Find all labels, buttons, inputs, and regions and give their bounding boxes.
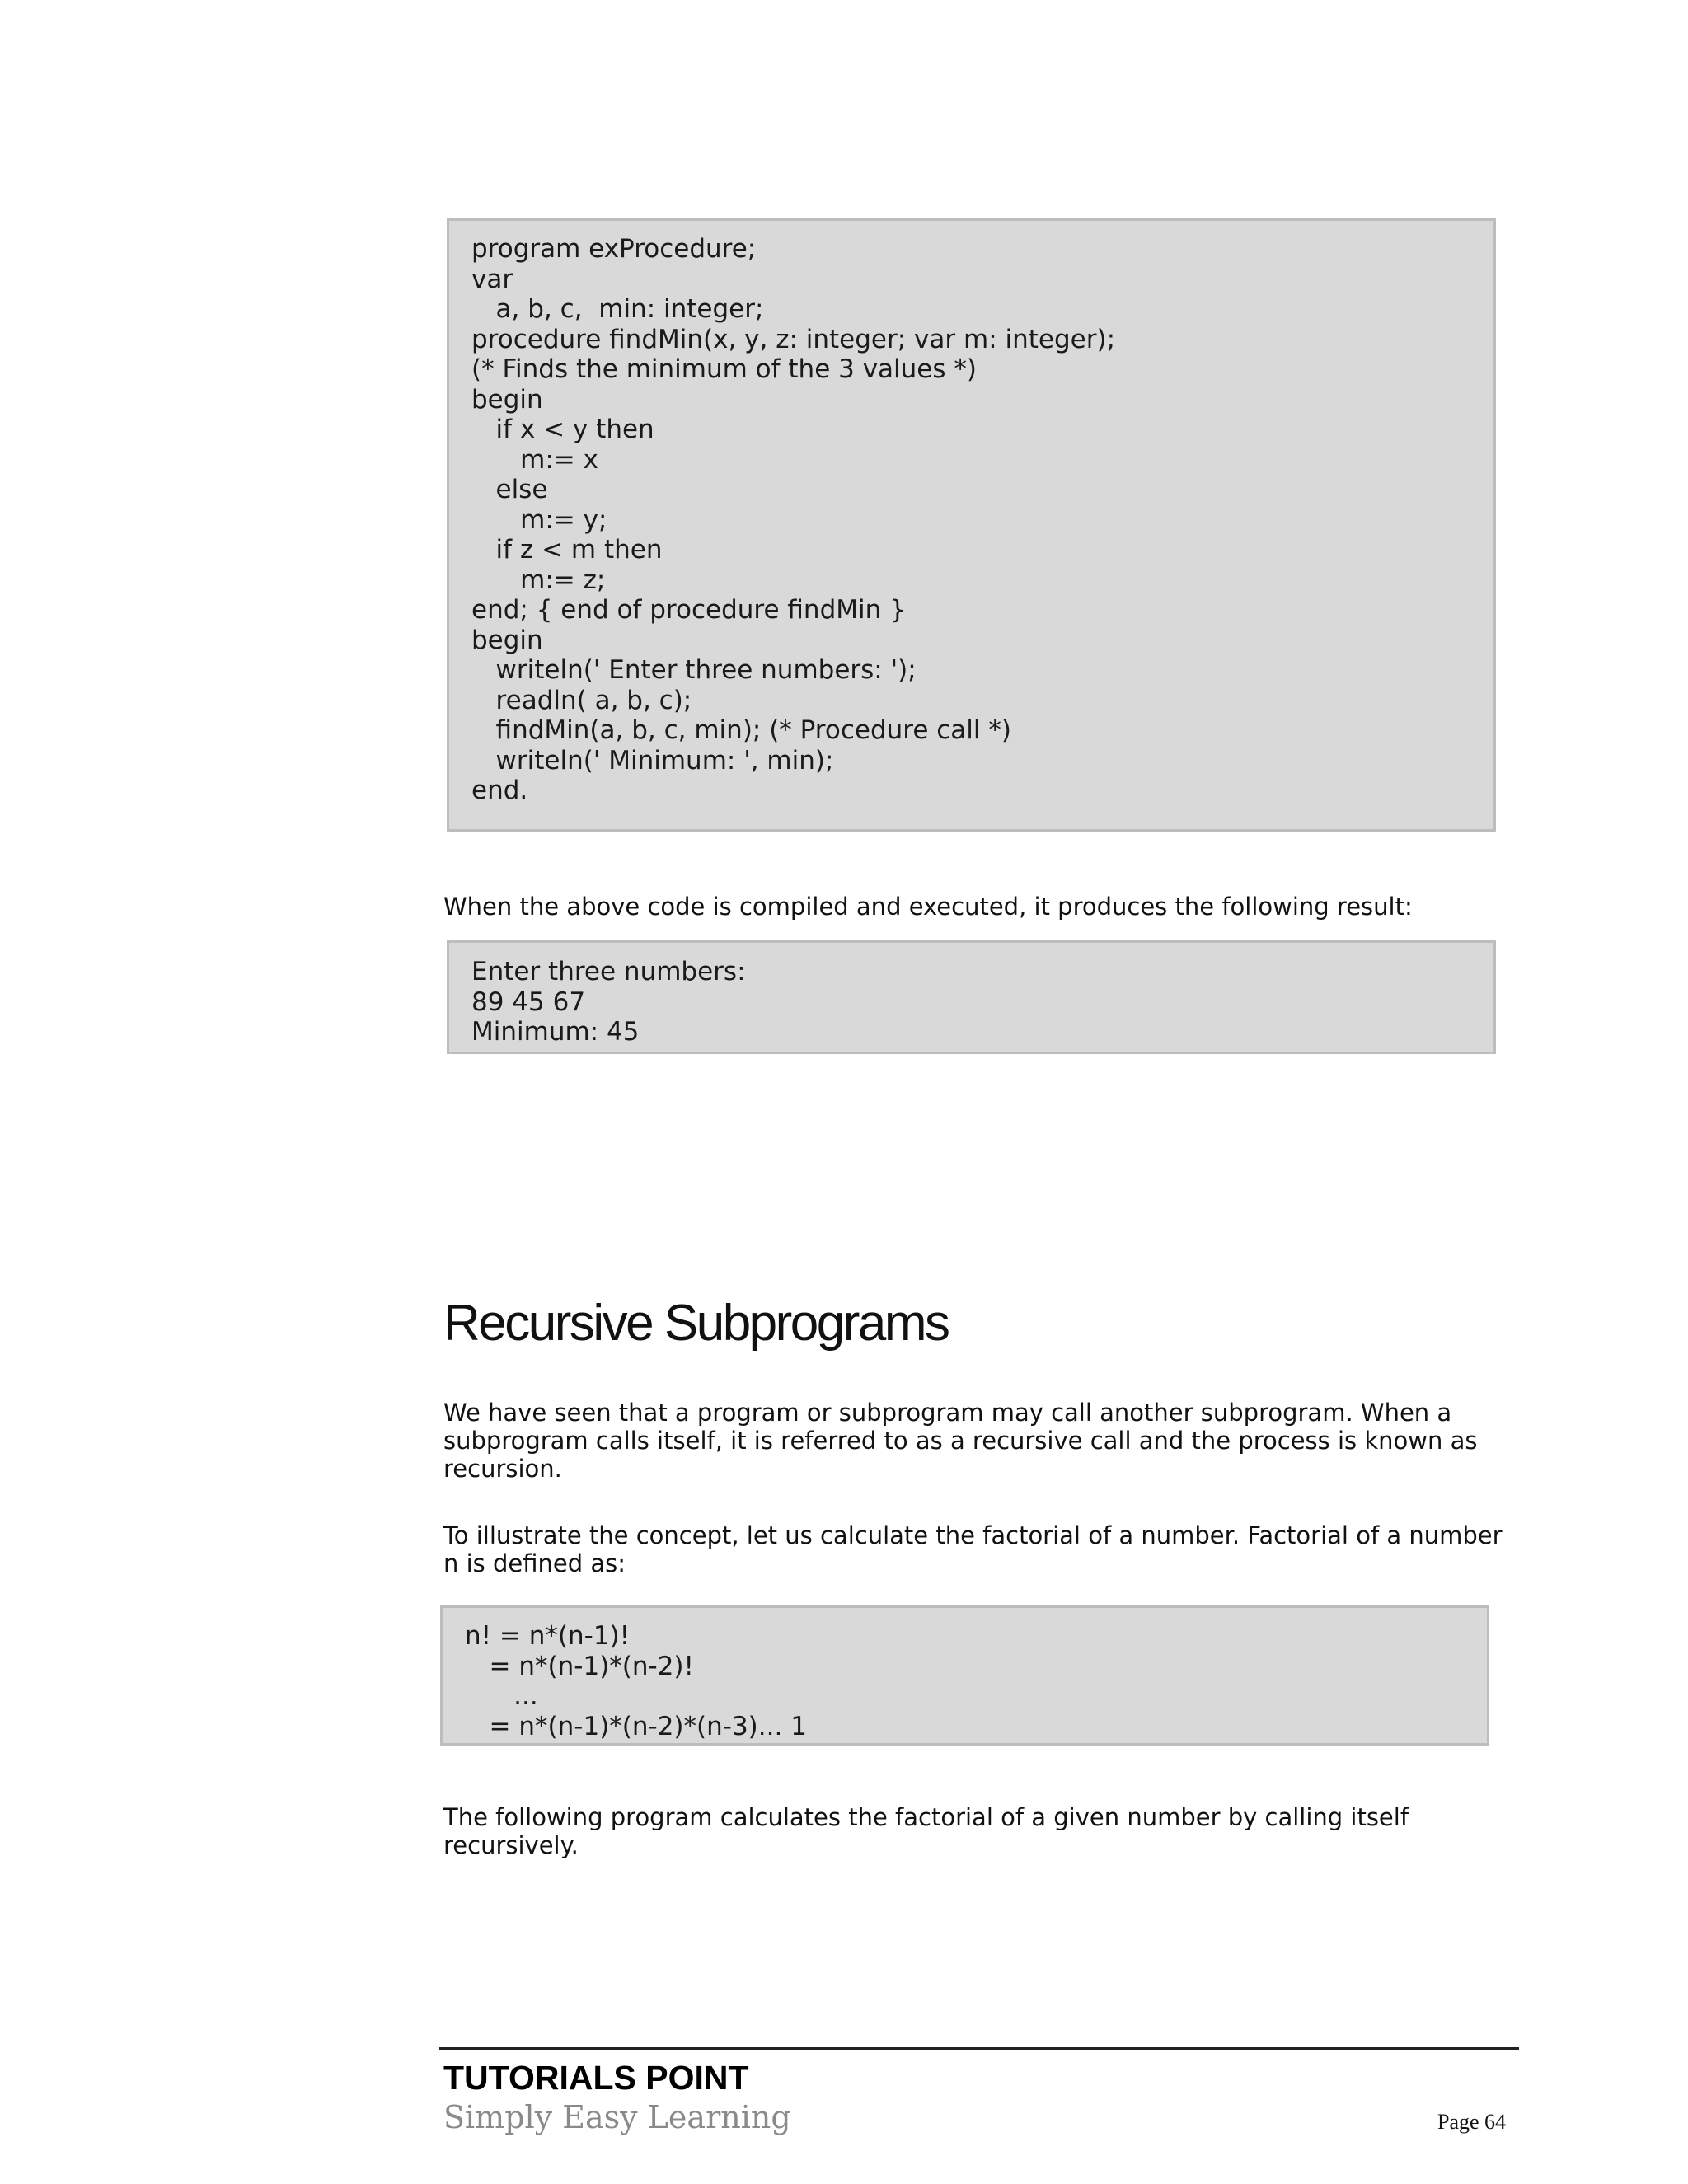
code-line: begin <box>471 625 543 655</box>
code-line: if x < y then <box>471 415 654 444</box>
page-number: Page 64 <box>1437 2110 1507 2134</box>
code-line: n! = n*(n-1)! <box>465 1621 631 1651</box>
code-line: = n*(n-1)*(n-2)! <box>465 1651 694 1681</box>
code-line: m:= y; <box>471 504 607 535</box>
footer-brand: TUTORIALS POINT <box>443 2059 749 2097</box>
paragraph-factorial-intro: To illustrate the concept, let us calculate the factorial of a number. Factorial of a number n is defined as: <box>443 1521 1503 1577</box>
code-line: begin <box>471 384 543 415</box>
code-block-factorial-definition <box>440 1605 1489 1746</box>
code-line: findMin(a, b, c, min); (* Procedure call *) <box>471 715 1011 745</box>
result-intro-text: When the above code is compiled and executed, it produces the following result: <box>443 893 1413 921</box>
code-line: m:= z; <box>471 565 606 595</box>
code-line: procedure findMin(x, y, z: integer; var m: integer); <box>471 324 1116 354</box>
code-block-output <box>447 940 1496 1054</box>
code-line: m:= x <box>471 444 598 475</box>
code-line: if z < m then <box>471 535 663 565</box>
code-block-exprocedure <box>447 218 1496 832</box>
paragraph-recursion-intro: We have seen that a program or subprogram may call another subprogram. When a subprogram calls itself, it is referred to as a recursive call and the process is known as recursion. <box>443 1399 1478 1483</box>
code-line: (* Finds the minimum of the 3 values *) <box>471 354 977 384</box>
code-line: ... <box>465 1681 538 1711</box>
code-line: end. <box>471 776 528 805</box>
footer-divider <box>439 2047 1519 2050</box>
code-line: writeln(' Minimum: ', min); <box>471 745 834 776</box>
output-line: 89 45 67 <box>471 987 586 1017</box>
output-line: Minimum: 45 <box>471 1017 640 1047</box>
code-line: writeln(' Enter three numbers: '); <box>471 655 917 685</box>
output-line: Enter three numbers: <box>471 957 746 987</box>
footer-tagline: Simply Easy Learning <box>443 2099 791 2135</box>
code-line: else <box>471 475 548 504</box>
code-line: end; { end of procedure findMin } <box>471 595 906 625</box>
code-line: a, b, c, min: integer; <box>471 294 764 324</box>
code-line: readln( a, b, c); <box>471 685 692 715</box>
paragraph-program-description: The following program calculates the factorial of a given number by calling itself recursively. <box>443 1803 1409 1859</box>
code-line: program exProcedure; <box>471 234 757 264</box>
code-line: var <box>471 264 513 294</box>
section-heading: Recursive Subprograms <box>443 1295 949 1352</box>
code-line: = n*(n-1)*(n-2)*(n-3)... 1 <box>465 1711 807 1741</box>
